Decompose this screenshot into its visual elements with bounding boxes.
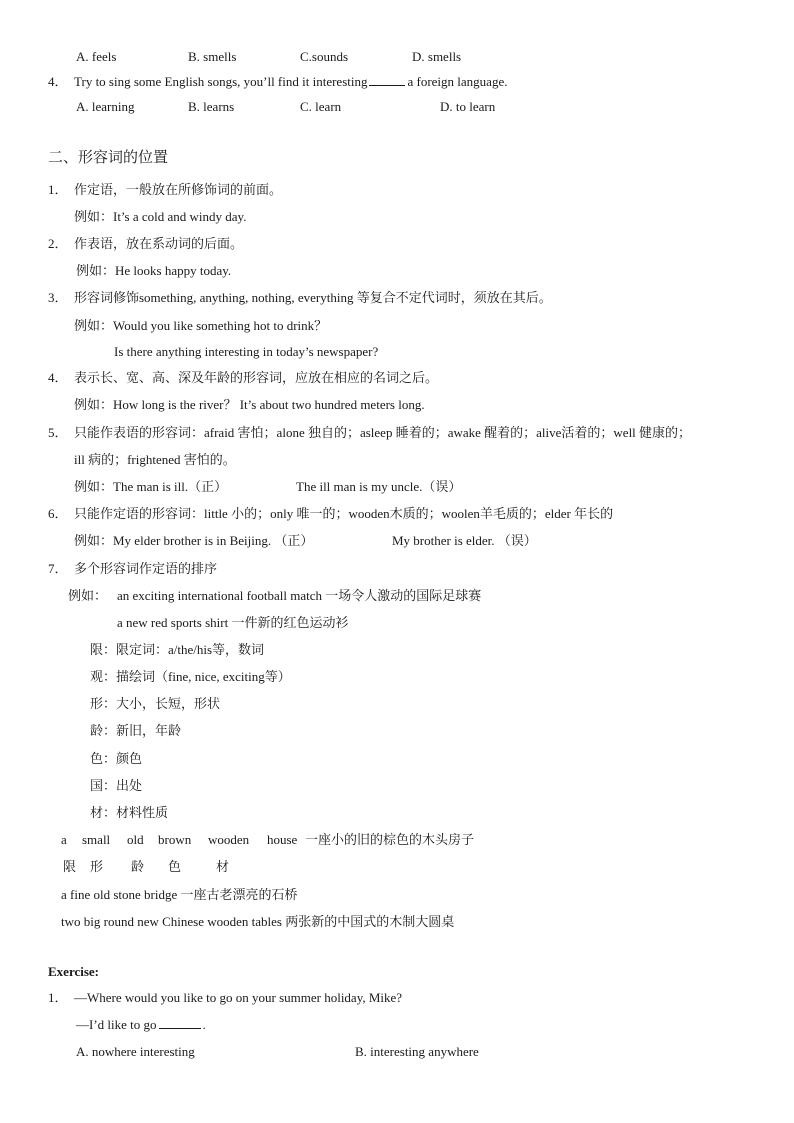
q4-option-c: C. learn (300, 99, 342, 114)
example-word: wooden (208, 832, 250, 847)
exercise-title: Exercise: (48, 964, 100, 979)
point-3-text: 形容词修饰something, anything, nothing, everything 等复合不定代词时，须放在其后。 (74, 290, 552, 305)
exercise-1-number: 1． (48, 990, 68, 1005)
example-bridge: a fine old stone bridge 一座古老漂亮的石桥 (61, 887, 298, 902)
example-word: house (267, 832, 298, 847)
point-3-example-2: Is there anything interesting in today’s newspaper? (114, 344, 379, 359)
q3-option-d: D. smells (412, 49, 462, 64)
order-item-determiner: 限：限定词：a/the/his等，数词 (90, 642, 265, 657)
point-1-text: 作定语，一般放在所修饰词的前面。 (74, 182, 283, 197)
q3-option-c: C.sounds (300, 49, 349, 64)
point-6-example-wrong: My brother is elder. （误） (392, 533, 537, 548)
point-3-number: 3． (48, 290, 68, 305)
point-3-example: 例如：Would you like something hot to drink？ (74, 318, 328, 333)
exercise-1-line-1: —Where would you like to go on your summer holiday, Mike? (74, 990, 403, 1005)
point-4-example: 例如：How long is the river？ It’s about two hundred meters long. (74, 397, 425, 412)
example-word: brown (158, 832, 192, 847)
order-item-size: 形：大小，长短，形状 (90, 696, 221, 711)
example-tag: 色 (168, 859, 182, 874)
point-2-example: 例如：He looks happy today. (76, 263, 232, 278)
example-word: small (82, 832, 111, 847)
point-7-number: 7． (48, 561, 68, 576)
exercise-1-blank (159, 1017, 201, 1029)
example-tag: 材 (216, 859, 230, 874)
example-tag: 形 (90, 859, 104, 874)
q4-number: 4． (48, 74, 68, 89)
order-item-age: 龄：新旧，年龄 (90, 723, 182, 738)
point-6-example-correct: 例如：My elder brother is in Beijing. （正） (74, 533, 314, 548)
point-2-text: 作表语，放在系动词的后面。 (74, 236, 244, 251)
q4-option-a: A. learning (76, 99, 135, 114)
example-tag: 限 (63, 859, 77, 874)
q4-stem-pre: Try to sing some English songs, you’ll find it interesting (74, 74, 368, 89)
example-tag: 龄 (131, 859, 145, 874)
q4-option-d: D. to learn (440, 99, 496, 114)
point-5-example-correct: 例如：The man is ill.（正） (74, 479, 228, 494)
point-5-number: 5． (48, 425, 68, 440)
point-7-example-2: a new red sports shirt 一件新的红色运动衫 (117, 615, 349, 630)
q4-stem-post: a foreign language. (407, 74, 508, 89)
example-word: a (61, 832, 67, 847)
point-5-text: 只能作表语的形容词：afraid 害怕；alone 独自的；asleep 睡着的；awake 醒着的；alive活着的；well 健康的； (74, 425, 692, 440)
point-5-text-2: ill 病的；frightened 害怕的。 (74, 452, 236, 467)
example-word: old (127, 832, 144, 847)
order-item-color: 色：颜色 (90, 751, 143, 766)
point-5-example-wrong: The ill man is my uncle.（误） (296, 479, 462, 494)
point-7-example-1: an exciting international football match 一场令人激动的国际足球赛 (117, 588, 482, 603)
point-7-text: 多个形容词作定语的排序 (74, 561, 218, 576)
exercise-1-option-a: A. nowhere interesting (76, 1044, 195, 1059)
q3-option-a: A. feels (76, 49, 117, 64)
point-1-number: 1． (48, 182, 68, 197)
example-translation: 一座小的旧的棕色的木头房子 (305, 832, 475, 847)
order-item-material: 材：材料性质 (90, 805, 169, 820)
q4-blank (369, 74, 405, 86)
point-6-text: 只能作定语的形容词：little 小的；only 唯一的；wooden木质的；woolen羊毛质的；elder 年长的 (74, 506, 614, 521)
point-1-example: 例如：It’s a cold and windy day. (74, 209, 247, 224)
point-2-number: 2． (48, 236, 68, 251)
example-tables: two big round new Chinese wooden tables 两张新的中国式的木制大圆桌 (61, 914, 455, 929)
q3-option-b: B. smells (188, 49, 237, 64)
point-4-number: 4． (48, 370, 68, 385)
exercise-1-option-b: B. interesting anywhere (355, 1044, 479, 1059)
order-item-origin: 国：出处 (90, 778, 143, 793)
section-title: 二、形容词的位置 (48, 150, 169, 166)
q4-option-b: B. learns (188, 99, 235, 114)
q4-stem (74, 74, 507, 90)
point-7-example-label: 例如： (68, 588, 108, 603)
order-item-opinion: 观：描绘词（fine, nice, exciting等） (90, 669, 291, 684)
exercise-1-line-2-post: . (202, 1017, 206, 1032)
point-4-text: 表示长、宽、高、深及年龄的形容词，应放在相应的名词之后。 (74, 370, 439, 385)
exercise-1-line-2-pre: —I’d like to go (76, 1017, 157, 1032)
point-6-number: 6． (48, 506, 68, 521)
exercise-1-line-2 (76, 1017, 206, 1033)
